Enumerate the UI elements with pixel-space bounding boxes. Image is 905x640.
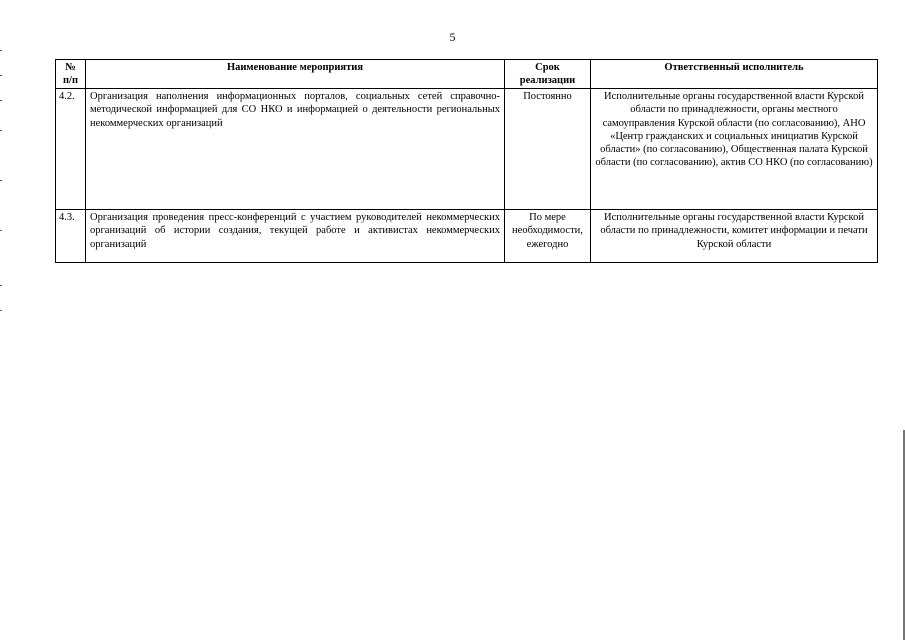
scan-mark: [0, 285, 2, 286]
row-executor: Исполнительные органы государственной власти Курской области по принадлежности, комитет информации и печати Курской области: [591, 210, 878, 263]
scan-mark: [0, 130, 2, 131]
table-row: [56, 89, 878, 210]
header-executor: Ответственный исполнитель: [591, 60, 878, 89]
scan-mark: [0, 180, 2, 181]
header-term: Срок реализации: [505, 60, 591, 89]
row-executor: Исполнительные органы государственной власти Курской области по принадлежности, органы местного самоуправления Курской области (по согласованию), АНО «Центр гражданских и социальных инициатив Курской области» (по согласованию), Общественная палата Курской области (по согласованию), актив СО НКО (по согласованию): [591, 89, 878, 210]
row-number: 4.2.: [56, 89, 86, 210]
table-row: [56, 210, 878, 263]
table-header-row: [56, 60, 878, 89]
header-number: № п/п: [56, 60, 86, 89]
scan-mark: [0, 50, 2, 51]
row-term: По мере необходимости, ежегодно: [505, 210, 591, 263]
scan-mark: [0, 100, 2, 101]
row-term: Постоянно: [505, 89, 591, 210]
page-number: 5: [449, 30, 456, 44]
scan-mark: [0, 230, 2, 231]
row-number: 4.3.: [56, 210, 86, 263]
row-event-name: Организация наполнения информационных порталов, социальных сетей справочно-методической информацией для СО НКО и информацией о деятельности региональных некоммерческих организаций: [86, 89, 505, 210]
row-event-name: Организация проведения пресс-конференций с участием руководителей некоммерческих организаций об истории создания, текущей работе и активистах некоммерческих организаций: [86, 210, 505, 263]
events-table: [55, 59, 878, 263]
header-event-name: Наименование мероприятия: [86, 60, 505, 89]
scan-mark: [0, 75, 2, 76]
scan-mark: [0, 310, 2, 311]
